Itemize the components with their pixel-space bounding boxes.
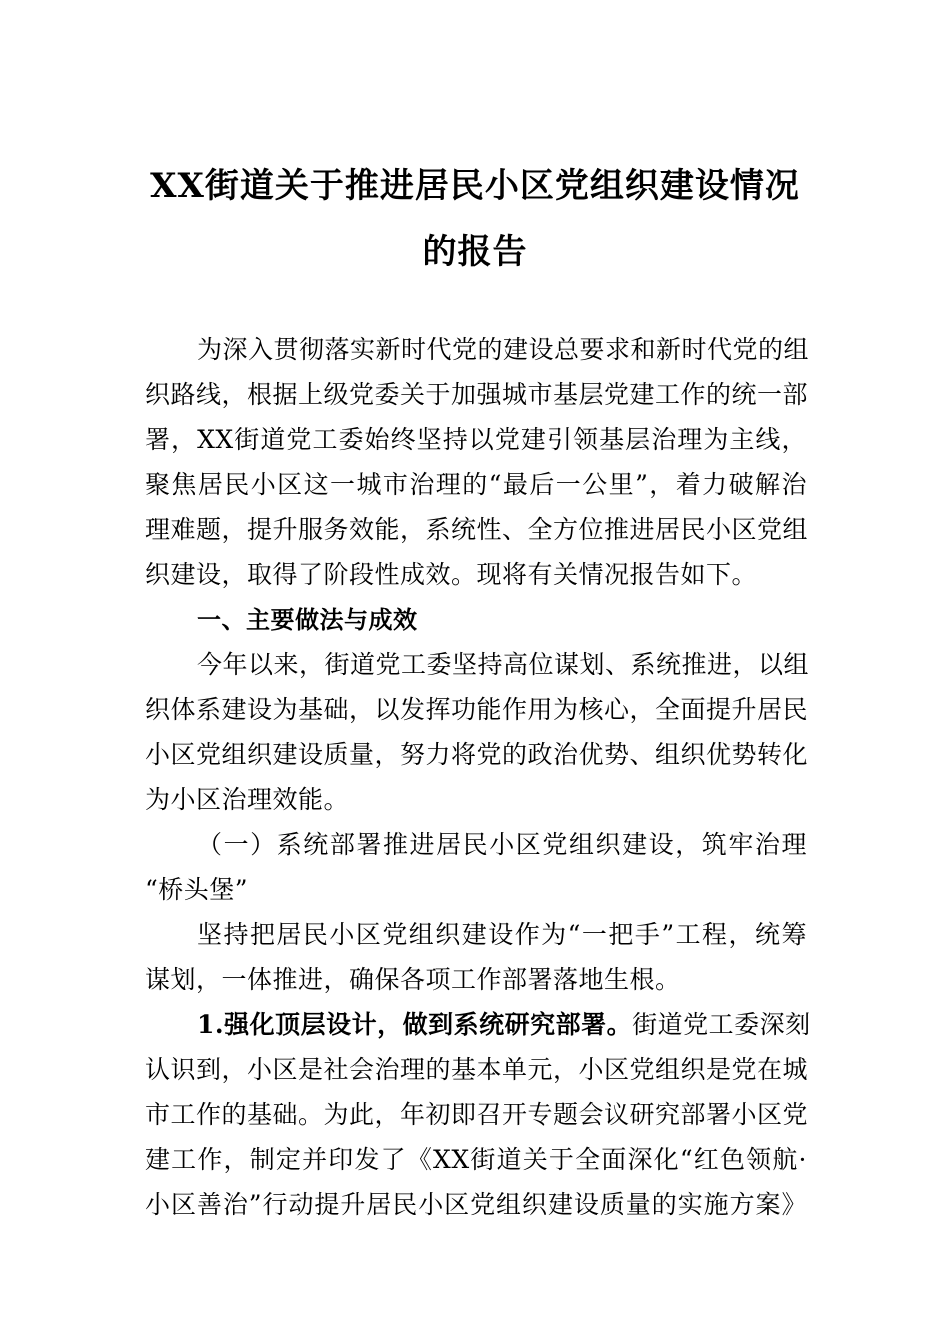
intro-line-3: 署，XX街道党工委始终坚持以党建引领基层治理为主线， [145, 425, 807, 454]
intro-line-2: 织路线，根据上级党委关于加强城市基层党建工作的统一部 [145, 380, 809, 409]
item-1-line-3: 市工作的基础。为此，年初即召开专题会议研究部署小区党 [145, 1100, 809, 1129]
document-title-line-1: XX街道关于推进居民小区党组织建设情况 [150, 166, 800, 206]
intro-line-1: 为深入贯彻落实新时代党的建设总要求和新时代党的组 [197, 335, 810, 364]
section-1-line-3: 小区党组织建设质量，努力将党的政治优势、组织优势转化 [145, 740, 809, 769]
item-1-line-4: 建工作，制定并印发了《XX街道关于全面深化“红色领航· [145, 1145, 807, 1174]
subsection-1-heading-line-1: （一）系统部署推进居民小区党组织建设，筑牢治理 [197, 830, 807, 859]
section-1-heading: 一、主要做法与成效 [197, 606, 418, 634]
section-1-line-4: 为小区治理效能。 [145, 785, 350, 814]
item-1-lead: 1.强化顶层设计，做到系统研究部署。 [197, 1010, 633, 1039]
subsection-1-line-1: 坚持把居民小区党组织建设作为“一把手”工程，统筹 [197, 920, 807, 949]
item-1-line-5: 小区善治”行动提升居民小区党组织建设质量的实施方案》 [145, 1190, 807, 1219]
item-1-line-1 [197, 1003, 811, 1047]
item-1-line-2: 认识到，小区是社会治理的基本单元，小区党组织是党在城 [145, 1055, 809, 1084]
section-1-line-2: 织体系建设为基础，以发挥功能作用为核心，全面提升居民 [145, 695, 809, 724]
item-1-first-line-rest: 街道党工委深刻 [632, 1010, 811, 1039]
document-title-line-2: 的报告 [422, 232, 528, 272]
intro-line-4: 聚焦居民小区这一城市治理的“最后一公里”，着力破解治 [145, 470, 807, 499]
intro-line-5: 理难题，提升服务效能，系统性、全方位推进居民小区党组 [145, 515, 809, 544]
subsection-1-line-2: 谋划，一体推进，确保各项工作部署落地生根。 [145, 965, 681, 994]
section-1-line-1: 今年以来，街道党工委坚持高位谋划、系统推进，以组 [197, 650, 810, 679]
intro-line-6: 织建设，取得了阶段性成效。现将有关情况报告如下。 [145, 560, 758, 589]
subsection-1-heading-line-2: “桥头堡” [145, 875, 249, 904]
